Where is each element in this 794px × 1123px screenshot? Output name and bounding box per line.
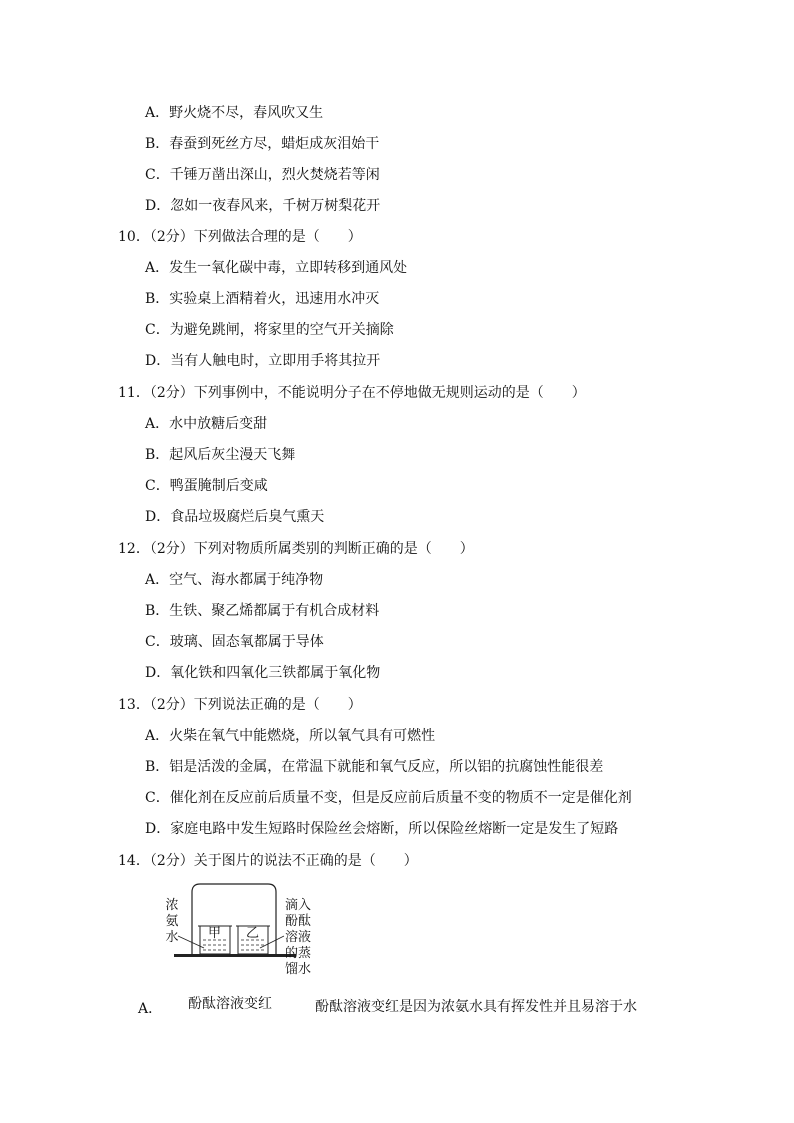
figure-label-ammonia: 浓氨水	[165, 898, 179, 945]
q11-stem: 11．（2分）下列事例中，不能说明分子在不停地做无规则运动的是（ ）	[118, 385, 586, 401]
q13-option-a: A．火柴在氧气中能燃烧，所以氧气具有可燃性	[145, 728, 436, 744]
q12-stem: 12．（2分）下列对物质所属类别的判断正确的是（ ）	[118, 541, 474, 557]
q14-stem: 14．（2分）关于图片的说法不正确的是（ ）	[118, 853, 418, 869]
q12-option-b: B．生铁、聚乙烯都属于有机合成材料	[145, 603, 380, 619]
q10-stem: 10．（2分）下列做法合理的是（ ）	[118, 229, 362, 245]
q10-option-d: D．当有人触电时，立即用手将其拉开	[145, 353, 381, 369]
q9-option-b: B．春蚕到死丝方尽，蜡炬成灰泪始干	[145, 136, 380, 152]
q9-option-d: D．忽如一夜春风来，千树万树梨花开	[145, 198, 381, 214]
base-plate	[174, 954, 296, 957]
q9-option-a: A．野火烧不尽，春风吹又生	[145, 105, 324, 121]
q11-option-a: A．水中放糖后变甜	[145, 416, 268, 432]
q13-option-d: D．家庭电路中发生短路时保险丝会熔断，所以保险丝熔断一定是发生了短路	[145, 821, 619, 837]
figure-label-distilled-water: 滴入酚酞溶液的蒸馏水	[284, 898, 311, 977]
q9-option-c: C．千锤万凿出深山，烈火焚烧若等闲	[145, 167, 380, 183]
q12-option-a: A．空气、海水都属于纯净物	[145, 572, 324, 588]
q11-option-c: C．鸭蛋腌制后变咸	[145, 478, 268, 494]
q12-option-d: D．氧化铁和四氧化三铁都属于氧化物	[145, 665, 381, 681]
q13-option-c: C．催化剂在反应前后质量不变，但是反应前后质量不变的物质不一定是催化剂	[145, 790, 632, 806]
q14-option-a-text: 酚酞溶液变红是因为浓氨水具有挥发性并且易溶于水	[315, 999, 637, 1015]
right-leader-line	[260, 936, 284, 948]
q12-option-c: C．玻璃、固态氧都属于导体	[145, 634, 324, 650]
beaker-label-jia: 甲	[208, 926, 222, 941]
ammonia-diffusion-figure	[160, 882, 320, 1022]
q14-option-a-letter: A．	[138, 1001, 163, 1017]
beaker-label-yi: 乙	[246, 926, 260, 941]
q13-stem: 13．（2分）下列说法正确的是（ ）	[118, 697, 362, 713]
q10-option-b: B．实验桌上酒精着火，迅速用水冲灭	[145, 291, 380, 307]
q13-option-b: B．铝是活泼的金属，在常温下就能和氧气反应，所以铝的抗腐蚀性能很差	[145, 759, 604, 775]
q11-option-b: B．起风后灰尘漫天飞舞	[145, 447, 296, 463]
figure-caption: 酚酞溶液变红	[188, 996, 272, 1012]
q10-option-c: C．为避免跳闸，将家里的空气开关摘除	[145, 322, 394, 338]
q11-option-d: D．食品垃圾腐烂后臭气熏天	[145, 509, 325, 525]
q10-option-a: A．发生一氧化碳中毒，立即转移到通风处	[145, 260, 408, 276]
